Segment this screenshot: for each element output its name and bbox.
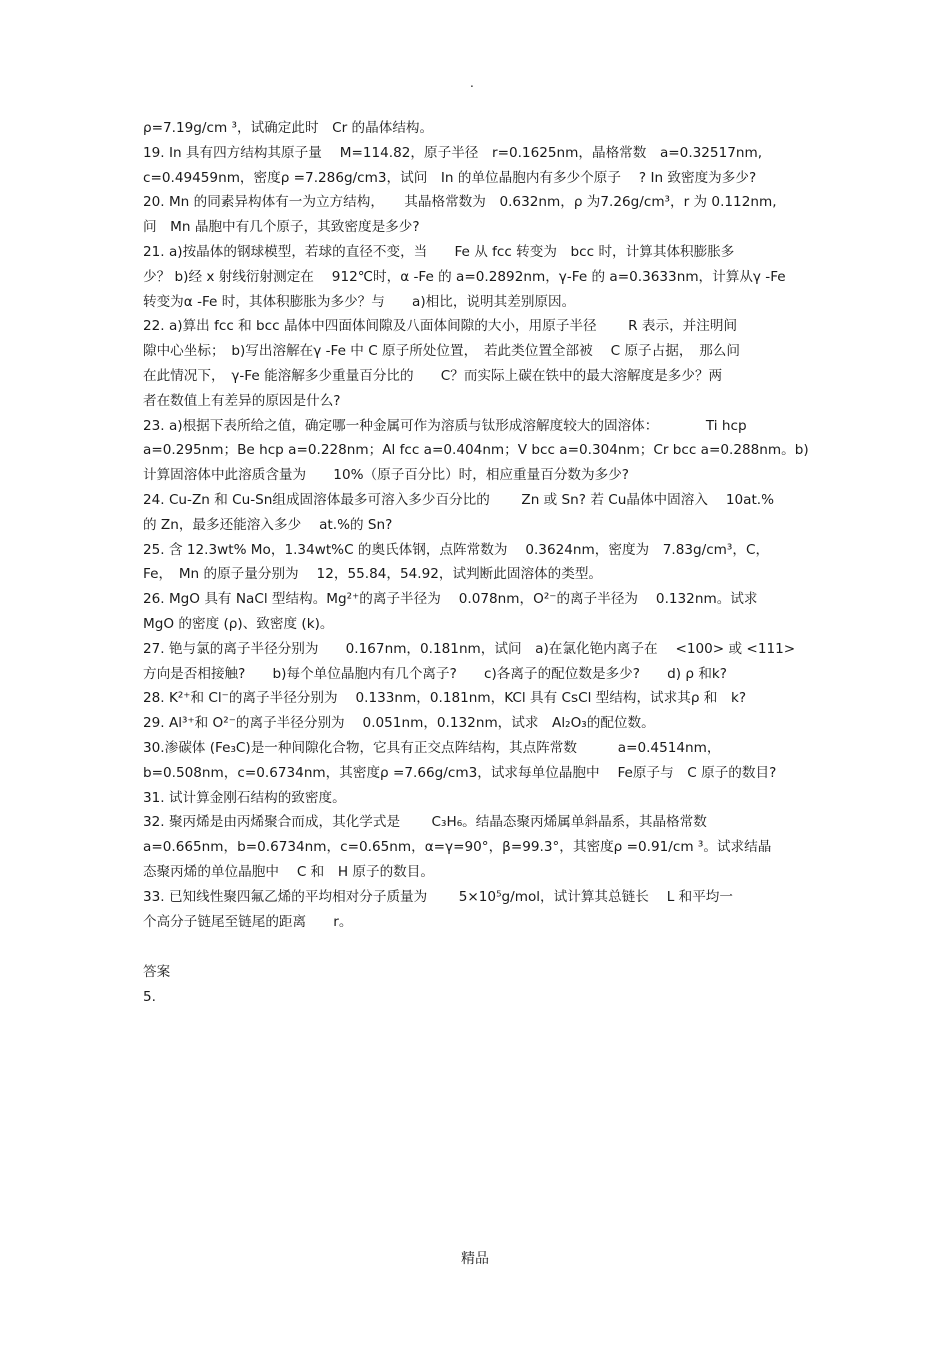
text-line: 23. a)根据下表所给之值，确定哪一种金属可作为溶质与钛形成溶解度较大的固溶体： Ti hcp — [143, 417, 747, 434]
text-line: 问 Mn 晶胞中有几个原子，其致密度是多少? — [143, 219, 420, 236]
text-line: Fe， Mn 的原子量分别为 12，55.84，54.92，试判断此固溶体的类型。 — [143, 566, 603, 583]
text-line: 方向是否相接触? b)每个单位晶胞内有几个离子? c)各离子的配位数是多少? d) ρ 和k? — [143, 665, 728, 682]
text-line: c=0.49459nm，密度ρ =7.286g/cm3，试问 In 的单位晶胞内有多少个原子 ? In 致密度为多少? — [143, 169, 757, 186]
text-line: ρ=7.19g/cm ³，试确定此时 Cr 的晶体结构。 — [143, 120, 434, 136]
text-line: 31. 试计算金刚石结构的致密度。 — [143, 789, 346, 806]
text-line: 26. MgO 具有 NaCl 型结构。Mg²⁺的离子半径为 0.078nm，O²⁻的离子半径为 0.132nm。试求 — [143, 591, 758, 608]
text-line: 隙中心坐标； b)写出溶解在γ -Fe 中 C 原子所处位置， 若此类位置全部被 C 原子占据， 那么问 — [143, 343, 740, 360]
text-line: 25. 含 12.3wt% Mo，1.34wt%C 的奥氏体钢，点阵常数为 0.3624nm，密度为 7.83g/cm³，C， — [143, 541, 770, 558]
text-line: b=0.508nm，c=0.6734nm，其密度ρ =7.66g/cm3，试求每单位晶胞中 Fe原子与 C 原子的数目? — [143, 764, 777, 781]
text-line: 态聚丙烯的单位晶胞中 C 和 H 原子的数目。 — [143, 863, 434, 880]
text-line: 20. Mn 的同素异构体有一为立方结构， 其晶格常数为 0.632nm，ρ 为7.26g/cm³，r 为 0.112nm, — [143, 194, 777, 211]
text-line: 个高分子链尾至链尾的距离 r。 — [143, 913, 353, 930]
text-line: a=0.665nm，b=0.6734nm，c=0.65nm，α=γ=90°，β=99.3°，其密度ρ =0.91/cm ³。试求结晶 — [143, 839, 772, 856]
header-dot: . — [470, 76, 474, 90]
answer-heading: 答案 — [143, 964, 171, 981]
text-line: 计算固溶体中此溶质含量为 10%（原子百分比）时，相应重量百分数为多少? — [143, 467, 630, 484]
text-line: MgO 的密度 (ρ)、致密度 (k)。 — [143, 615, 334, 632]
text-line: 24. Cu-Zn 和 Cu-Sn组成固溶体最多可溶入多少百分比的 Zn 或 Sn? 若 Cu晶体中固溶入 10at.% — [143, 491, 775, 508]
text-line: 少？ b)经 x 射线衍射测定在 912℃时，α -Fe 的 a=0.2892nm，γ-Fe 的 a=0.3633nm，计算从γ -Fe — [143, 268, 786, 285]
text-line: 在此情况下， γ-Fe 能溶解多少重量百分比的 C？而实际上碳在铁中的最大溶解度是多少？两 — [143, 367, 723, 384]
spacer — [143, 934, 823, 960]
text-line: 33. 已知线性聚四氟乙烯的平均相对分子质量为 5×10⁵g/mol，试计算其总链长 L 和平均一 — [143, 888, 733, 905]
text-line: 者在数值上有差异的原因是什么? — [143, 392, 341, 409]
text-line: 27. 铯与氯的离子半径分别为 0.167nm，0.181nm，试问 a)在氯化铯内离子在 <100> 或 <111> — [143, 640, 796, 657]
text-line: 28. K²⁺和 Cl⁻的离子半径分别为 0.133nm，0.181nm，KCl 具有 CsCl 型结构，试求其ρ 和 k? — [143, 690, 747, 707]
text-line: 转变为α -Fe 时，其体积膨胀为多少？与 a)相比，说明其差别原因。 — [143, 293, 576, 310]
footer-label: 精品 — [461, 1251, 489, 1267]
text-line: 29. Al³⁺和 O²⁻的离子半径分别为 0.051nm，0.132nm，试求 Al₂O₃的配位数。 — [143, 715, 655, 732]
text-line: 的 Zn，最多还能溶入多少 at.%的 Sn? — [143, 516, 393, 533]
text-line: 21. a)按晶体的钢球模型，若球的直径不变，当 Fe 从 fcc 转变为 bcc 时，计算其体积膨胀多 — [143, 243, 735, 260]
text-line: 19. In 具有四方结构其原子量 M=114.82，原子半径 r=0.1625nm，晶格常数 a=0.32517nm, — [143, 144, 763, 161]
text-line: a=0.295nm；Be hcp a=0.228nm；Al fcc a=0.404nm；V bcc a=0.304nm；Cr bcc a=0.288nm。b) — [143, 442, 809, 459]
text-line: 32. 聚丙烯是由丙烯聚合而成，其化学式是 C₃H₆。结晶态聚丙烯属单斜晶系，其晶格常数 — [143, 814, 707, 831]
answer-item: 5. — [143, 989, 156, 1006]
text-line: 30.渗碳体 (Fe₃C)是一种间隙化合物，它具有正交点阵结构，其点阵常数 a=0.4514nm， — [143, 739, 721, 756]
text-line: 22. a)算出 fcc 和 bcc 晶体中四面体间隙及八面体间隙的大小，用原子半径 R 表示，并注明间 — [143, 318, 738, 335]
problem-list — [143, 116, 823, 1010]
